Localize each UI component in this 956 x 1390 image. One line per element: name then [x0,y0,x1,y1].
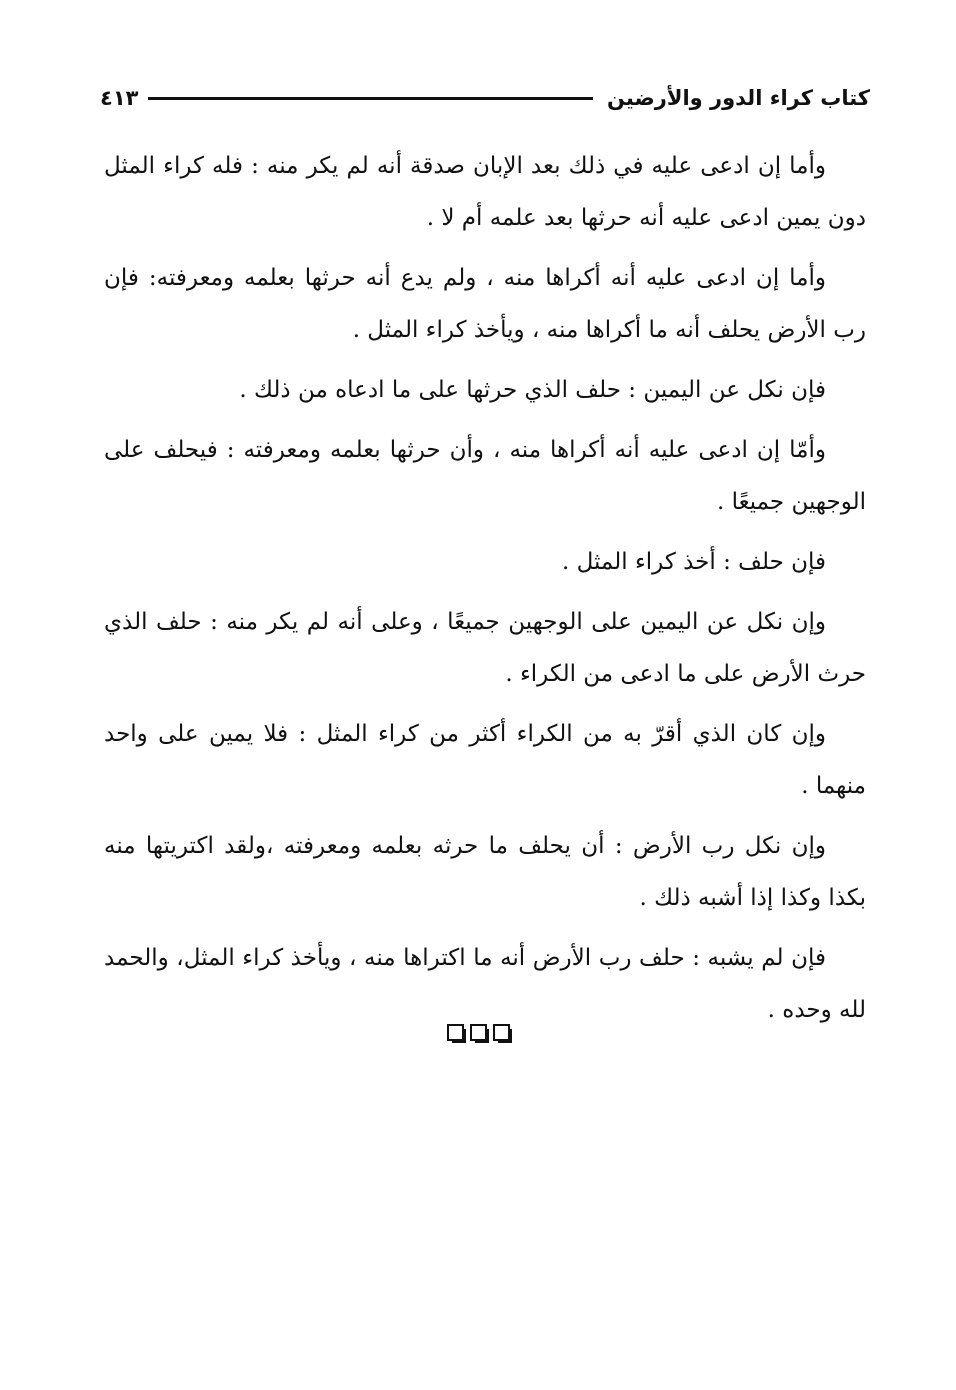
paragraph: وإن نكل رب الأرض : أن يحلف ما حرثه بعلمه ومعرفته ،ولقد اكتريتها منه بكذا وكذا إذا أشبه ذلك . [104,833,866,911]
header-rule [148,97,593,100]
ornament-square-icon [493,1024,510,1041]
body-text [104,140,866,1044]
page-number: ٤١٣ [100,86,139,110]
ornament-square-icon [470,1024,487,1041]
running-header [100,78,870,118]
header-title: كتاب كراء الدور والأرضين [606,86,870,110]
paragraph: فإن حلف : أخذ كراء المثل . [561,549,826,575]
ornament-square-icon [447,1024,464,1041]
paragraph: فإن لم يشبه : حلف رب الأرض أنه ما اكتراها منه ، ويأخذ كراء المثل، والحمد لله وحده . [104,945,866,1023]
paragraph: وأمّا إن ادعى عليه أنه أكراها منه ، وأن حرثها بعلمه ومعرفته : فيحلف على الوجهين جميعًا . [104,437,866,515]
paragraph: وإن نكل عن اليمين على الوجهين جميعًا ، وعلى أنه لم يكر منه : حلف الذي حرث الأرض على ما ادعى من الكراء . [104,609,866,687]
paragraph: وإن كان الذي أقرّ به من الكراء أكثر من كراء المثل : فلا يمين على واحد منهما . [104,721,866,799]
paragraph: وأما إن ادعى عليه في ذلك بعد الإبان صدقة أنه لم يكر منه : فله كراء المثل دون يمين ادعى عليه أنه حرثها بعد علمه أم لا . [104,153,866,231]
paragraph: فإن نكل عن اليمين : حلف الذي حرثها على ما ادعاه من ذلك . [239,377,826,403]
paragraph: وأما إن ادعى عليه أنه أكراها منه ، ولم يدع أنه حرثها بعلمه ومعرفته: فإن رب الأرض يحلف أنه ما أكراها منه ، ويأخذ كراء المثل . [104,265,866,343]
end-ornament-icon [0,1024,956,1041]
